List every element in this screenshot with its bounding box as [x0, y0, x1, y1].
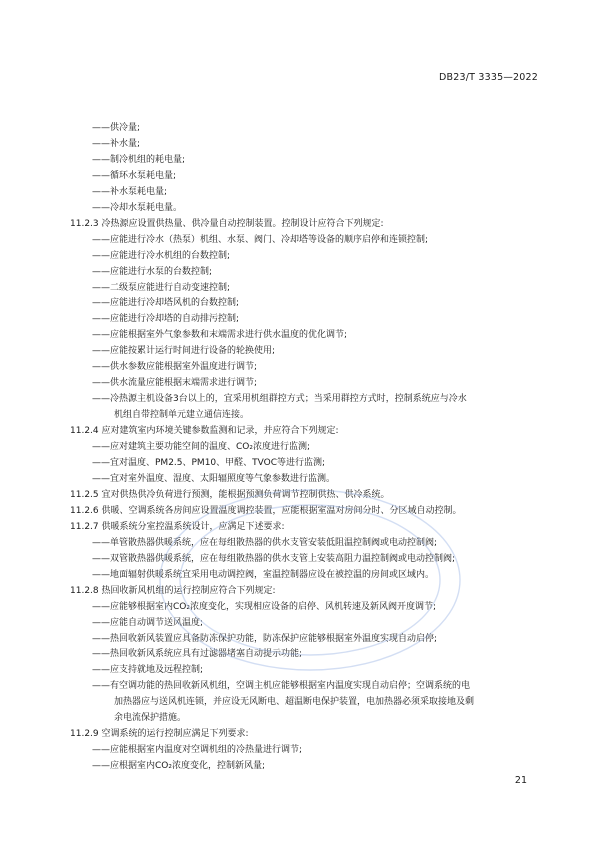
- clause-line: 11.2.7 供暖系统分室控温系统设计，应满足下述要求:: [70, 521, 285, 532]
- list-item: ——有空调功能的热回收新风机组，空调主机应能够根据室内温度实现自动启停；空调系统的电: [92, 681, 471, 692]
- list-item: ——补水量;: [92, 138, 141, 149]
- list-item: ——应能自动调节送风温度;: [92, 617, 204, 628]
- list-item: ——应能进行冷却塔风机的台数控制;: [92, 298, 240, 309]
- list-item: ——补水泵耗电量;: [92, 186, 168, 197]
- clause-line: 11.2.9 空调系统的运行控制应满足下列要求:: [70, 729, 249, 740]
- clause-line: 11.2.3 冷热源应设置供热量、供冷量自动控制装置。控制设计应符合下列规定:: [70, 218, 384, 229]
- list-item: ——单管散热器供暖系统，应在每组散热器的供水支管安装低阻温控制阀或电动控制阀;: [92, 537, 438, 548]
- list-item: ——热回收新风装置应具备防冻保护功能，防冻保护应能够根据室外温度实现自动启停;: [92, 633, 438, 644]
- list-item: ——应根据室内CO₂浓度变化，控制新风量;: [92, 761, 266, 772]
- list-item: ——供冷量;: [92, 123, 141, 133]
- list-item: ——制冷机组的耗电量;: [92, 154, 186, 165]
- list-item: ——应能进行水泵的台数控制;: [92, 266, 213, 277]
- list-item: ——宜对温度、PM2.5、PM10、甲醛、TVOC等进行监测;: [92, 458, 326, 469]
- list-item: ——应能根据室外气象参数和末端需求进行供水温度的优化调节;: [92, 330, 348, 341]
- list-item: ——应能进行冷却塔的自动排污控制;: [92, 314, 240, 325]
- list-item: ——双管散热器供暖系统，应在每组散热器的供水支管上安装高阻力温控制阀或电动控制阀;: [92, 553, 456, 564]
- list-item: ——冷热源主机设备3台以上的，宜采用机组群控方式；当采用群控方式时，控制系统应与冷水: [92, 394, 467, 405]
- page-number: 21: [514, 775, 527, 786]
- list-item: ——供水参数应能根据室外温度进行调节;: [92, 362, 258, 373]
- list-item: ——应支持就地及远程控制;: [92, 665, 204, 676]
- clause-line: 11.2.8 热回收新风机组的运行控制应符合下列规定:: [70, 585, 276, 596]
- list-item-continuation: 余电流保护措施。: [114, 713, 187, 724]
- list-item: ——宜对室外温度、湿度、太阳辐照度等气象参数进行监测。: [92, 473, 336, 484]
- list-item-continuation: 机组自带控制单元建立通信连接。: [114, 410, 250, 421]
- document-id: DB23/T 3335—2022: [439, 72, 538, 83]
- list-item-continuation: 加热器应与送风机连锁，并应设无风断电、超温断电保护装置，电加热器必须采取接地及剩: [114, 697, 475, 708]
- list-item: ——冷却水泵耗电量。: [92, 202, 183, 213]
- list-item: ——应对建筑主要功能空间的温度、CO₂浓度进行监测;: [92, 442, 311, 453]
- list-item: ——应能按累计运行时间进行设备的轮换使用;: [92, 346, 276, 357]
- list-item: ——应能进行冷水（热泵）机组、水泵、阀门、冷却塔等设备的顺序启停和连锁控制;: [92, 234, 429, 245]
- list-item: ——循环水泵耗电量;: [92, 170, 177, 181]
- list-item: ——应能进行冷水机组的台数控制;: [92, 250, 231, 261]
- clause-line: 11.2.6 供暖、空调系统各房间应设置温度调控装置，应能根据室温对房间分时、分区域自动控制。: [70, 505, 462, 516]
- list-item: ——应能够根据室内CO₂浓度变化，实现相应设备的启停、风机转速及新风阀开度调节;: [92, 601, 437, 612]
- clause-line: 11.2.5 宜对供热供冷负荷进行预测，能根据预测负荷调节控制供热、供冷系统。: [70, 489, 390, 500]
- document-body: [70, 121, 542, 775]
- list-item: ——二级泵应能进行自动变速控制;: [92, 282, 231, 293]
- list-item: ——供水流量应能根据末端需求进行调节;: [92, 378, 258, 389]
- list-item: ——热回收新风系统应具有过滤器堵塞自动提示功能;: [92, 649, 303, 660]
- clause-line: 11.2.4 应对建筑室内环境关键参数监测和记录，并应符合下列规定:: [70, 426, 339, 437]
- list-item: ——地面辐射供暖系统宜采用电动调控阀，室温控制器应设在被控温的房间或区域内。: [92, 569, 435, 580]
- list-item: ——应能根据室内温度对空调机组的冷热量进行调节;: [92, 745, 303, 756]
